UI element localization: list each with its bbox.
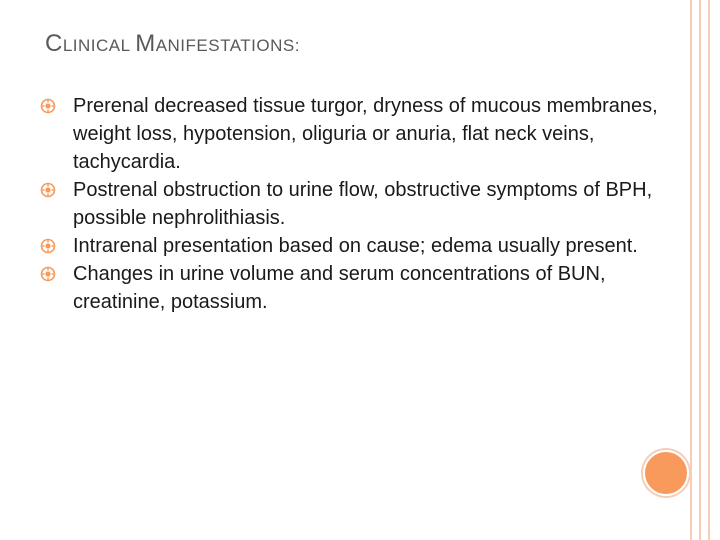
decorative-vertical-rule [708,0,710,540]
title-initial: C [45,30,63,57]
bullet-item [40,176,680,232]
gear-icon [40,182,56,198]
decorative-vertical-rule [699,0,701,540]
bullet-text: Prerenal decreased tissue turgor, dryness of mucous membranes, weight loss, hypotension, oliguria or anuria, flat neck veins, tachycardia. [73,95,658,173]
bullet-text: Changes in urine volume and serum concentrations of BUN, creatinine, potassium. [73,263,606,313]
decorative-circle [643,450,689,496]
gear-icon [40,98,56,114]
bullet-text: Postrenal obstruction to urine flow, obstructive symptoms of BPH, possible nephrolithiasis. [73,179,653,229]
bullet-item [40,92,680,176]
bullet-item [40,232,680,260]
slide-title [45,30,300,58]
bullet-list [40,92,680,316]
gear-icon [40,238,56,254]
title-word: ANIFESTATIONS: [155,36,300,55]
bullet-item [40,260,680,316]
gear-icon [40,266,56,282]
title-word: LINICAL [62,36,136,55]
title-initial: M [135,30,156,57]
decorative-vertical-rule [690,0,692,540]
bullet-text: Intrarenal presentation based on cause; edema usually present. [73,235,638,257]
